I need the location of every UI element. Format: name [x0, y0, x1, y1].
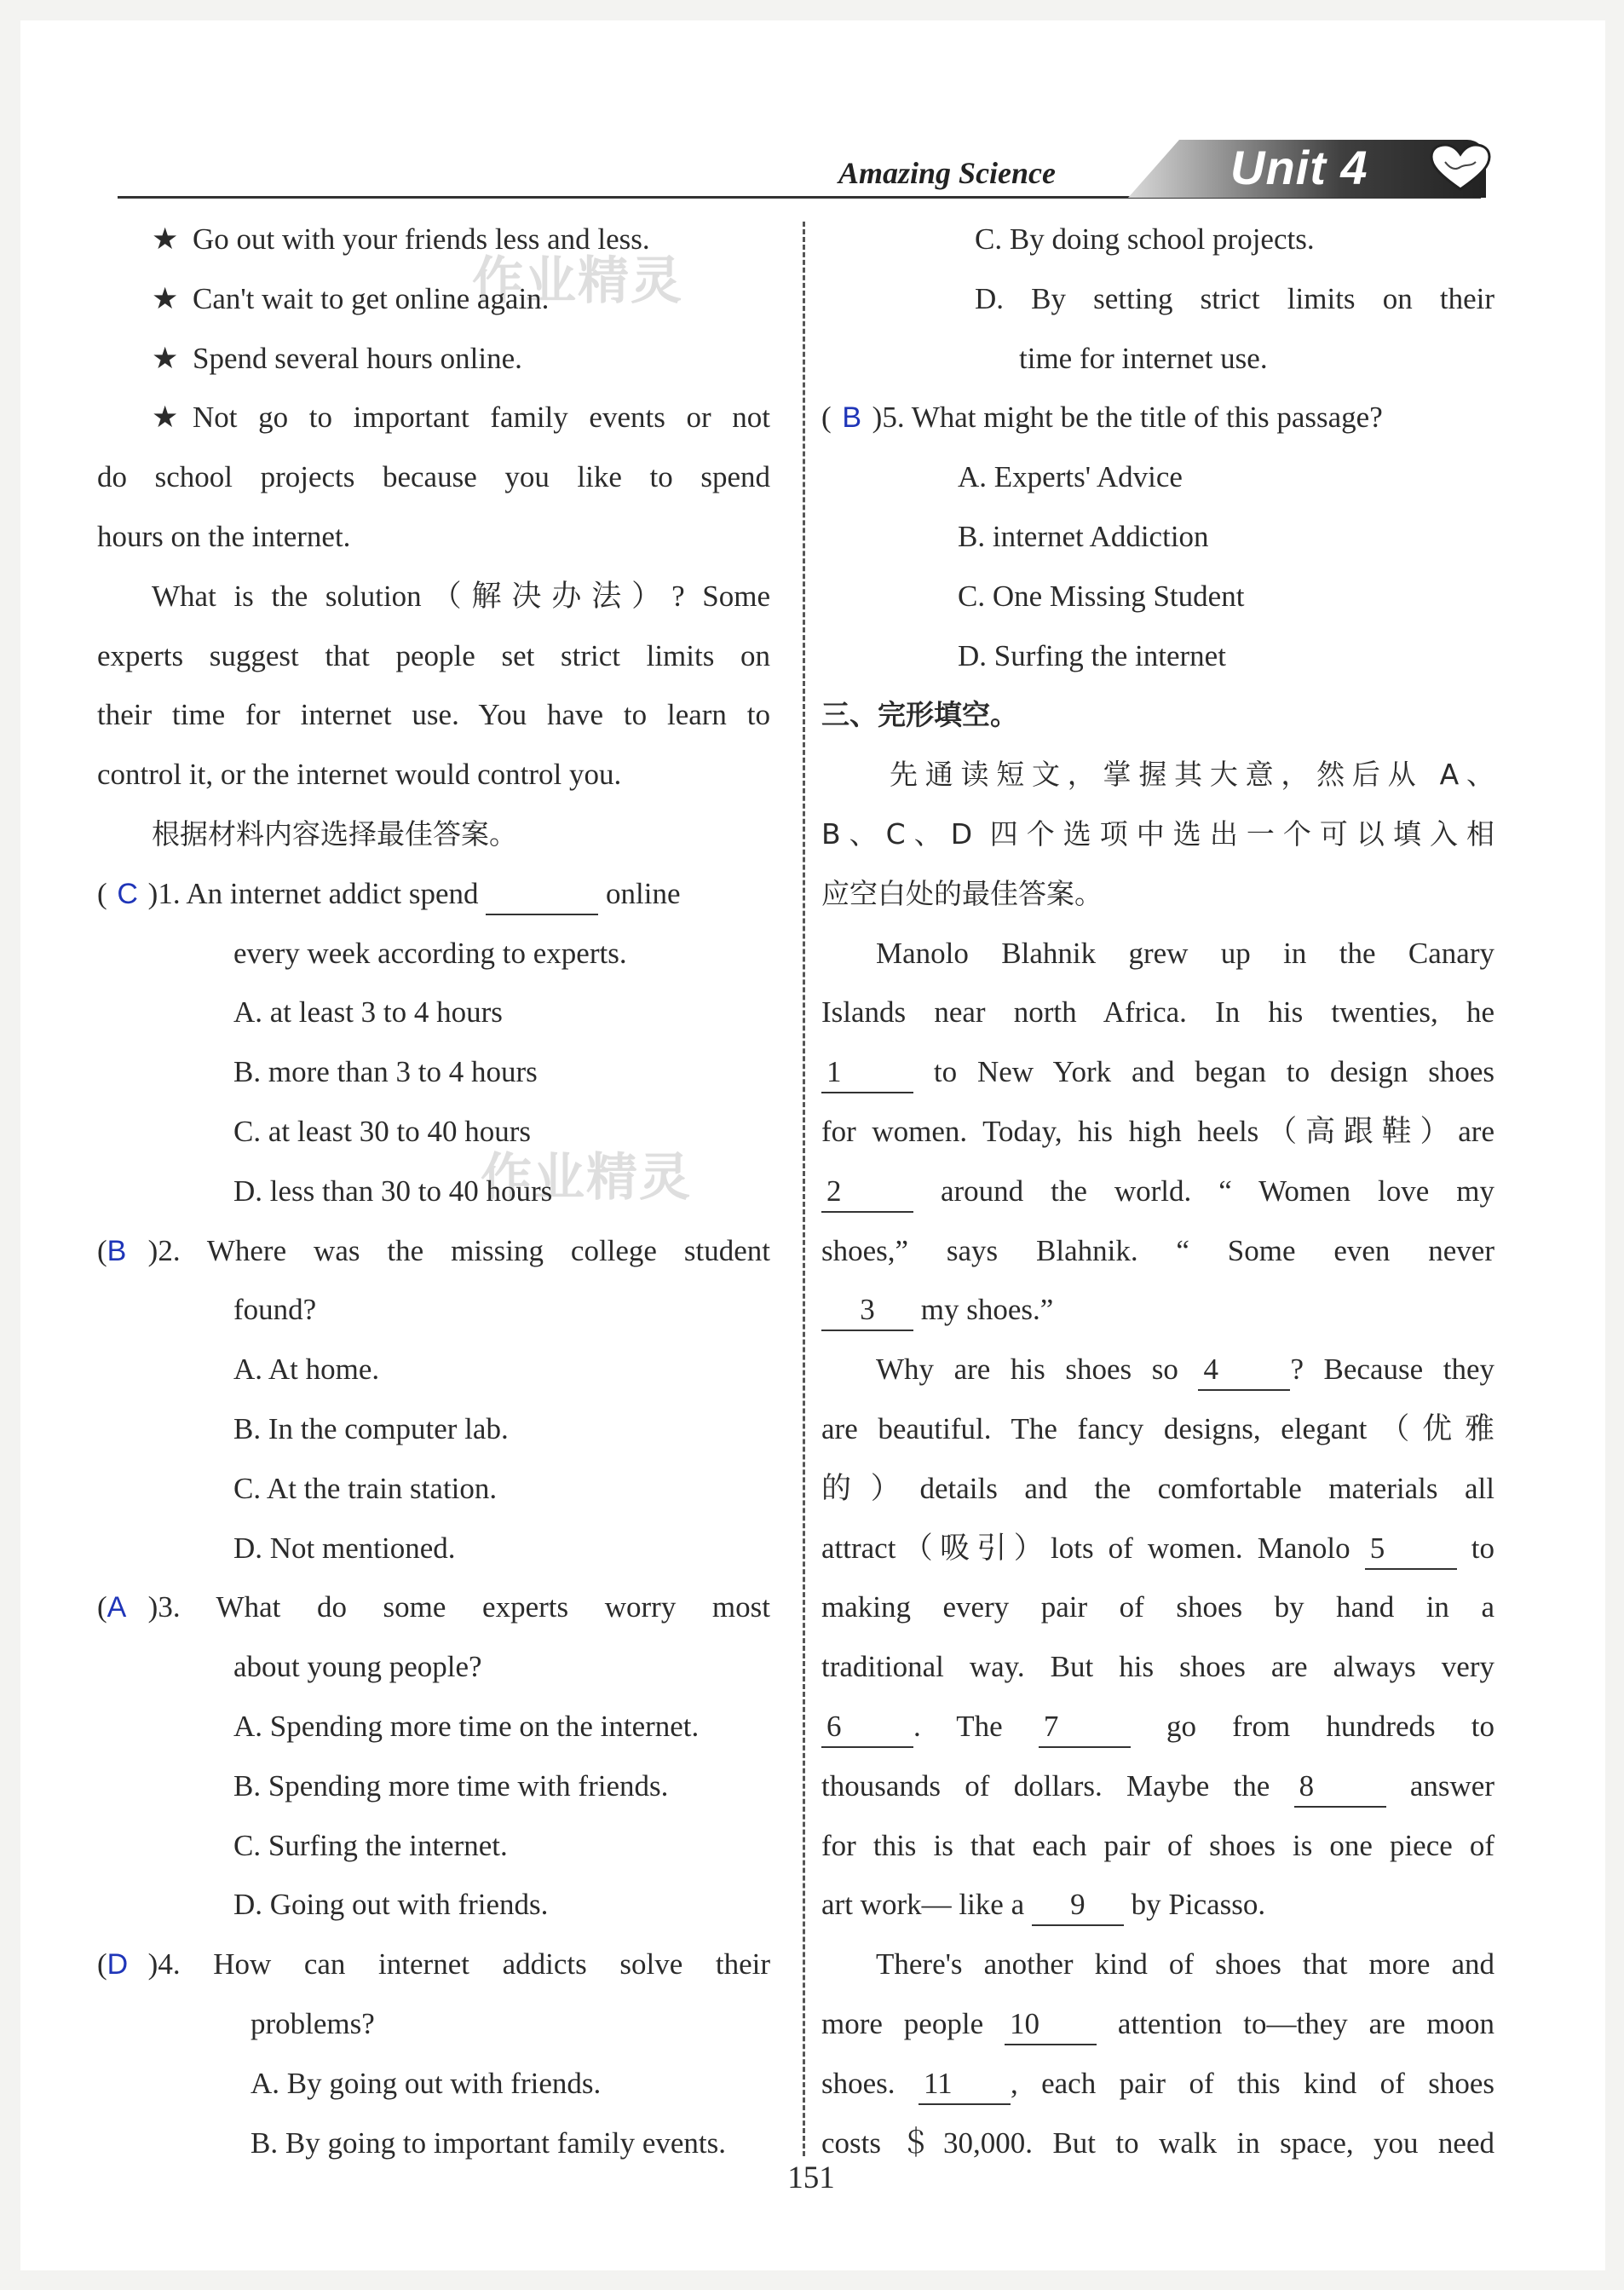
- passage-line: Manolo Blahnik grew up in the Canary: [876, 936, 1494, 970]
- option: A. Spending more time on the internet.: [233, 1709, 700, 1743]
- option: C. at least 30 to 40 hours: [233, 1114, 531, 1148]
- question-3: (A )3. What do some experts worry most: [97, 1578, 770, 1637]
- page-number: 151: [787, 2160, 835, 2195]
- answer-5: B: [842, 401, 861, 435]
- answer-1: C: [117, 877, 138, 910]
- passage-line: shoes. 11 , each pair of this kind of shoes: [821, 2054, 1494, 2114]
- option: C. By doing school projects.: [975, 222, 1315, 256]
- passage-line: traditional way. But his shoes are always very: [821, 1650, 1494, 1684]
- header-subtitle: Amazing Science: [838, 156, 1057, 190]
- cloze-blank-11: 11: [919, 2064, 1011, 2105]
- passage-line: thousands of dollars. Maybe the 8 answer: [821, 1756, 1494, 1816]
- answer-3: A: [107, 1591, 127, 1624]
- passage-line: shoes,” says Blahnik. “ Some even never: [821, 1233, 1494, 1267]
- watermark: 作业精灵: [472, 251, 683, 311]
- cloze-instruction: 应空白处的最佳答案。: [821, 876, 1103, 910]
- option: D. Surfing the internet: [958, 638, 1226, 672]
- option: B. internet Addiction: [958, 519, 1209, 553]
- option: B. By going to important family events.: [251, 2126, 727, 2160]
- passage-line: 3 my shoes.”: [821, 1280, 1494, 1340]
- cloze-instruction: 先通读短文，掌握其大意，然后从 A、: [890, 758, 1494, 792]
- cloze-blank-10: 10: [1005, 2004, 1097, 2045]
- passage-line: for this is that each pair of shoes is one piece of: [821, 1828, 1494, 1862]
- header-unit-label: Unit 4: [1230, 141, 1368, 194]
- option: time for internet use.: [1019, 341, 1268, 375]
- heart-icon: [1430, 143, 1491, 193]
- text-line: experts suggest that people set strict limits on: [97, 638, 770, 672]
- option: A. at least 3 to 4 hours: [233, 995, 503, 1030]
- passage-line: making every pair of shoes by hand in a: [821, 1590, 1494, 1624]
- bullet-line: ★ Not go to important family events or not: [97, 388, 770, 447]
- answer-2: B: [107, 1234, 127, 1267]
- text-line: What is the solution（解决办法）? Some: [152, 579, 770, 613]
- text-line: control it, or the internet would control you.: [97, 758, 622, 792]
- option: B. more than 3 to 4 hours: [233, 1055, 538, 1089]
- passage-line: There's another kind of shoes that more and: [876, 1947, 1494, 1981]
- text-line: do school projects because you like to spend: [97, 460, 770, 494]
- instruction: 根据材料内容选择最佳答案。: [152, 816, 517, 851]
- passage-line: Islands near north Africa. In his twenties, he: [821, 995, 1494, 1030]
- bullet-line: ★ Spend several hours online.: [97, 329, 770, 389]
- cloze-blank-7: 7: [1039, 1707, 1131, 1748]
- passage-line: 6 . The 7 go from hundreds to: [821, 1697, 1494, 1756]
- passage-line: costs ＄30,000. But to walk in space, you need: [821, 2126, 1494, 2160]
- passage-line: 1 to New York and began to design shoes: [821, 1042, 1494, 1102]
- option: D. Going out with friends.: [233, 1888, 549, 1922]
- right-column: [821, 210, 1494, 2172]
- passage-line: are beautiful. The fancy designs, elegant（优雅: [821, 1411, 1494, 1445]
- column-divider: [803, 222, 805, 2156]
- option: C. At the train station.: [233, 1471, 498, 1505]
- workbook-page: [20, 20, 1605, 2270]
- bullet-line: ★ Go out with your friends less and less.: [97, 210, 770, 269]
- watermark: 作业精灵: [481, 1148, 692, 1208]
- bullet-line: ★ Can't wait to get online again.: [97, 269, 770, 329]
- passage-line: attract（吸引）lots of women. Manolo 5 to: [821, 1519, 1494, 1578]
- passage-line: 的）details and the comfortable materials all: [821, 1471, 1494, 1505]
- option: D. By setting strict limits on their: [975, 281, 1494, 315]
- question-1: ( C )1. An internet addict spend online: [97, 864, 770, 924]
- section-title: 三、完形填空。: [821, 698, 1018, 732]
- star-icon: ★: [152, 401, 179, 435]
- question-stem-line: found?: [233, 1293, 317, 1327]
- cloze-blank-3: 3: [821, 1290, 913, 1331]
- passage-line: for women. Today, his high heels（高跟鞋）are: [821, 1114, 1494, 1148]
- cloze-blank-9: 9: [1032, 1885, 1124, 1926]
- text-line: their time for internet use. You have to learn to: [97, 698, 770, 732]
- option: A. At home.: [233, 1353, 380, 1387]
- option: B. Spending more time with friends.: [233, 1768, 669, 1803]
- option: C. Surfing the internet.: [233, 1828, 508, 1862]
- question-stem-line: every week according to experts.: [233, 936, 627, 970]
- cloze-blank-6: 6: [821, 1707, 913, 1748]
- left-column: [97, 210, 770, 2172]
- question-stem-line: problems?: [251, 2006, 375, 2040]
- star-icon: ★: [152, 222, 179, 256]
- answer-4: D: [107, 1948, 129, 1981]
- cloze-instruction: B、C、D 四个选项中选出一个可以填入相: [821, 816, 1494, 851]
- answer-blank: [486, 874, 598, 915]
- cloze-blank-5: 5: [1365, 1529, 1457, 1570]
- star-icon: ★: [152, 341, 179, 375]
- question-2: (B )2. Where was the missing college student: [97, 1221, 770, 1281]
- option: B. In the computer lab.: [233, 1411, 509, 1445]
- star-icon: ★: [152, 281, 179, 315]
- option: D. less than 30 to 40 hours: [233, 1174, 553, 1208]
- question-5: ( B )5. What might be the title of this passage?: [821, 388, 1494, 447]
- cloze-blank-8: 8: [1294, 1767, 1386, 1808]
- question-4: (D )4. How can internet addicts solve their: [97, 1935, 770, 1994]
- cloze-blank-1: 1: [821, 1053, 913, 1093]
- option: D. Not mentioned.: [233, 1531, 456, 1565]
- passage-line: Why are his shoes so 4 ? Because they: [821, 1340, 1494, 1399]
- cloze-blank-2: 2: [821, 1172, 913, 1213]
- text-line: hours on the internet.: [97, 519, 351, 553]
- option: A. By going out with friends.: [251, 2066, 602, 2100]
- option: C. One Missing Student: [958, 579, 1245, 613]
- option: A. Experts' Advice: [958, 460, 1183, 494]
- passage-line: art work— like a 9 by Picasso.: [821, 1875, 1494, 1935]
- question-stem-line: about young people?: [233, 1650, 482, 1684]
- cloze-blank-4: 4: [1198, 1350, 1290, 1391]
- passage-line: more people 10 attention to—they are moon: [821, 1994, 1494, 2054]
- passage-line: 2 around the world. “ Women love my: [821, 1162, 1494, 1221]
